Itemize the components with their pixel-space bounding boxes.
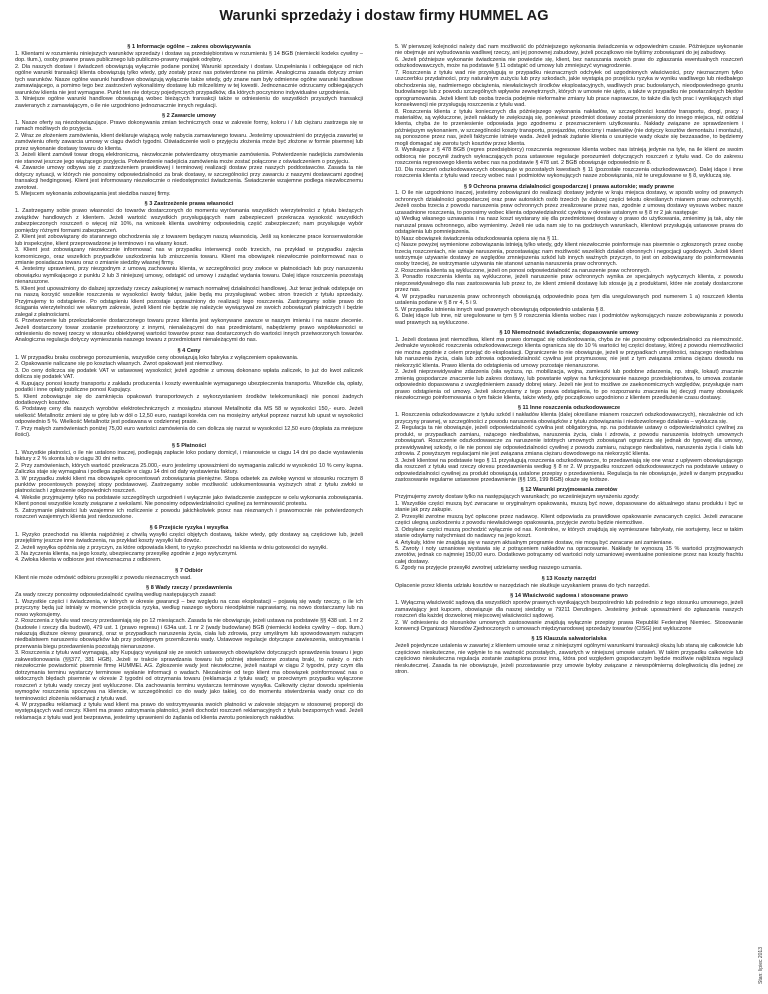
terms-section — [395, 184, 743, 326]
section-heading: § 6 Przejście ryzyka i wysyłka — [149, 524, 229, 531]
section-paragraph: 3. Roszczenia z tytułu wad wymagają, aby Kupujący wywiązał się ze swoich ustawowych obowiązków dotyczących sprawdzenia towaru i jego zakwestionowania (§§377, 381 HGB). Jeżeli w trakcie sprawdzania towaru lub później stwierdzone zostaną braki, to należy o nich niezwłocznie powiadomić pisemnie firmę HUMMEL AG. Zgłoszenie wady jest niezwłoczne, jeżeli nastąpi w ciągu 2 tygodni, przy czym dla dotrzymania terminu wystarczy terminowe wysłanie informacji o wadach. Niezależnie od tego klient ma obowiązek poinformować nas o widocznych błędach pisemnie w okresie 2 tygodni od otrzymania towaru (reklamacja z tytułu wad); w przeciwnym przypadku wyłączone roszczeń z tytułu wady rzeczy jest wykluczone. Dla zachowania terminu wystarcza terminowe wysyłka. Całkowity ciężar dowodu spełnienia wymogów roszczenia spoczywa na kliencie, w szczególności co do wady jako takiej, co do momentu stwierdzenia wady oraz co do terminowości złożenia reklamacji z tytułu wad. — [15, 650, 363, 702]
section-heading: § 14 Właściwość sądowa i stosowane prawo — [510, 593, 628, 600]
section-paragraph: Za wady rzeczy ponosimy odpowiedzialność cywilną według następujących zasad: — [15, 592, 217, 599]
terms-section — [395, 405, 743, 483]
section-heading: § 1 Informacje ogólne – zakres obowiązywania — [127, 44, 251, 50]
section-paragraph: 1. O ile nie uzgodniono inaczej, jesteśmy zobowiązani do realizacji dostawy jedynie w kraju miejsca dostawy, w sposób wolny od prawnych ochronnych działalności gospodarczej oraz praw autorskich osób trzecich (w dalszej części tekstu określanych mianem praw ochronnych). Jeżeli osoba trzecia z powodu naruszenia praw ochronnych przez zrealizowane przez nas, zgodnie z umową dostawy wysuwa wobec nasze uzasadnione roszczenia, to ponosimy wobec klienta odpowiedzialność cywilną w okresie ustalonym w § 8 nr 2 jak następuje: — [395, 190, 743, 216]
section-paragraph: 4. Wekslie przyjmujemy tylko na podstawie szczególnych uzgodnień i wyłącznie jako świadczenie zastępcze w celu wykonania zobowiązania. Klient ponosi wszystkie koszty związane z wekslami. Nie ponosimy odpowiedzialności cywilnej za terminowość protestu. — [15, 494, 363, 508]
terms-section — [15, 525, 363, 564]
section-paragraph: c) Nasze powyżej wymienione zobowiązania istnieją tylko wtedy, gdy klient niezwłocznie poinformuje nas pisemnie o zgłoszonych przez osobę trzecią roszczeniach, nie uznaje naruszenia, pozostawiając nam możliwość wszelkich działań obronnych i negocjacji ugodowych. Jeżeli klient wstrzymuje używanie dostawy ze względów zmniejszenia szkód lub innych ważnych przyczyn, to jest on zobowiązany do poinformowania osoby trzeciej, że wstrzymanie używania nie stanowi uznania naruszenia praw ochronnych. — [395, 242, 743, 268]
section-paragraph: 7. Roszczenia z tytułu wad nie przysługują w przypadku nieznacznych odchyłek od uzgodnionych właściwości, przy nieznacznym tylko uszczerbku przydatności, przy naturalnym zużyciu lub przy szkodach, jakie wystąpią po przejściu ryzyka w wyniku wadliwego lub niedbałego obchodzenia się, nadmiernego obciążenia, niewłaściwych środków eksploatacyjnych, wadliwych prac budowlanych, nieodpowiednego gruntu budowlanego lub z powodu szczególnych wpływów zewnętrznych, których w umowie nie ujęto, a także w przypadku nie powtarzalnych błędów oprogramowania. Jeżeli klient lub osoba trzecia podejmie nieformalne zmiany lub prace naprawcze, to także dla tych prac i wynikających stąd konsekwencji nie przysługują roszczenia z tytułu wad. — [395, 69, 743, 109]
terms-section — [395, 330, 743, 401]
section-heading: § 13 Koszty narzędzi — [541, 575, 597, 582]
section-paragraph: 4. Zwłoka klienta w odbiorze jest równoznaczna z odbiorem. — [15, 557, 162, 564]
terms-section — [15, 568, 363, 581]
section-paragraph: 2. W odniesieniu do stosunków umownych zastosowanie znajdują wyłącznie przepisy prawa Republiki Federalnej Niemiec. Stosowanie konwencji Organizacji Narodów Zjednoczonych o umowach międzynarodowej sprzedaży towarów (CISG) jest wykluczone — [395, 619, 743, 632]
terms-column-right — [395, 44, 743, 982]
section-paragraph: 9. Wynikające z § 478 BGB (regres przedsiębiorcy) roszczenia regresowe klienta wobec nas istnieją jedynie na tyle, na ile klient ze swoim odbiorcą nie poczynił żadnych wykraczających poza ustawowe regulacje porozumień dotyczących roszczeń z tytułu wad. Co do zakresu roszczenia regresowego klienta wobec nas na podstawie § 478 ust. 2 BGB obowiązuje odpowiednio nr 8. — [395, 147, 743, 167]
section-paragraph: 1. Wyłączną właściwość sądową dla wszystkich sporów prawnych wynikających bezpośrednio lub pośrednio z tego stosunku umownego, jeżeli zamawiający jest kupcem, obowiązuje dla naszej siedziby w 79211 Denzlingen. Jesteśmy jednak upoważnieni do zgłaszania naszych roszczeń dla każdej dozwolonej miejscowej właściwości sądowej. — [395, 600, 743, 620]
section-paragraph: 4. Kupujący ponosi koszty transportu z zakładu producenta i koszty ewentualnie wymaganego ubezpieczenia transportu. Wszelkie cła, opłaty, podatki i inne opłaty publiczne ponosi Kupujący. — [15, 380, 363, 394]
section-paragraph: 3. Ponadto roszczenia klienta są wykluczone, jeżeli naruszenie praw ochronnych wynika ze specjalnych wytycznych klienta, z powodu nieprzewidywalnego dla nas zastosowania lub przez to, że klient zmienił dostawę lub stosuje ją z produktami, które nie zostały dostarczone przez nas. — [395, 274, 743, 294]
section-paragraph: 3. Jeżeli klientowi na podstawie tego § 11 przysługują roszczenia odszkodowawcze, to przedawniają się one wraz z upływem obowiązującego dla roszczeń z tytułu wad rzeczy okresu przedawnienia według § 8 nr 2. W przypadku roszczeń odszkodowawczych na podstawie ustawy o odpowiedzialności cywilnej za produkt obowiązują ustalone przepisy o przedawnieniu. Regulacja ta nie obowiązuje, jeżeli w danym przypadku zastosowanie regularne ustawowe przedawnienie (§§ 195, 199 BGB) okaże się krótsze. — [395, 457, 743, 483]
terms-section — [15, 44, 363, 109]
section-paragraph: 4. W przypadku naruszenia praw ochronnych obowiązują odpowiednio poza tym dla uregulowanych pod numerem 1 a) roszczeń klienta ustalenia podane w § 8 nr 4, 5 i 9. — [395, 293, 743, 307]
section-paragraph: Opłacenie przez klienta udziału kosztów w narzędziach nie skutkuje uzyskaniem prawa do tych narzędzi. — [395, 582, 650, 589]
terms-section — [15, 443, 363, 521]
terms-section — [395, 636, 743, 675]
section-paragraph: 3. Niniejsze ogólne warunki handlowe obowiązują wobec bieżących transakcji także w odniesieniu do wszystkich przyszłych transakcji zawieranych z zamawiającym, o ile nie uzgodniono jednoznacznie innych regulacji. — [15, 96, 363, 109]
section-paragraph: 4. Jesteśmy uprawnieni, przy niezgodnym z umową zachowaniu klienta, w szczególności przy zwłoce w płatnościach lub przy naruszeniu obowiązku wymikającego z punktu 2 lub 3 niniejszej umowy, odstąpić od umowy i zażądać wydania towaru. Dalej idące roszczenia pozostają nienaruszone. — [15, 266, 363, 286]
section-paragraph: 6. Przetworzenie lub przekształcenie dostarczonego towaru przez klienta jest wykonywane zawsze w naszym imieniu i na nasze zlecenie. Jeżeli dostarczony towar zostanie przetworzony z innymi, nienależącymi do nas przedmiotami, nabędziemy prawo współwłasności w odniesieniu do nowej rzeczy w stosunku obiektywnej wartości towarów przez nas dostarczonych do wartości innych przetworzonych towarów. Analogiczna regulacja dotyczy wymieszania naszego towaru z przedmiotami nienależącymi do nas. — [15, 318, 363, 344]
section-paragraph: 4. W przypadku reklamacji z tytułu wad klient ma prawo do wstrzymywania swoich płatności w zakresie stojącym w stosownej proporcji do występujących wad rzeczy. Klient ma prawo zatrzymania płatności, jeżeli dochodzi roszczeń reklamacyjnych z tytułu bezspornych wad. Jeżeli reklamacja z tytułu wad jest bezprawna, jesteśmy uprawnieni do żądania od klienta zwrotu poniesionych nakładów. — [15, 701, 363, 721]
section-paragraph: 3. Do ceny doliczca się podatek VAT w ustawowej wysokości; jeżeli zgodnie z umową dokonano wpłata zaliczek, to już do kwot zaliczek dolicza się podatek VAT. — [15, 367, 363, 381]
document-title: Warunki sprzedaży i dostaw firmy HUMMEL AG — [219, 8, 549, 24]
section-paragraph: 6. Podstawę ceny dla naszych wyrobów elektrotechnicznych z mosiądzu stanowi Metallnotiz dla MS 58 w wysokości 150,- euro. Jeżeli wielkość Metallnotiz zmieni się w górę lub w dół o 12,50 euro, nastąpi korekta cen na mosiężny artykuł poprzez narzut lub upust w wysokości odpowiednio 5 %. Wielkość Metallnotiz jest podawana w codziennej prasie. — [15, 406, 363, 426]
section-paragraph: b) Nasz obowiązek świadczenia odszkodowania opiera się na § 11. — [395, 235, 559, 242]
section-paragraph: Jeżeli pojedyncze ustalenia w zawartej z klientem umowie wraz z niniejszymi ogólnymi warunkami transakcji okażą lub staną się całkowicie lub częściowo nieskuteczne, nie wpłynie to na ważność pozostałych, zawartych w niniejszej umowie ustaleń. W takim przypadku całkowicie lub częściowo nieskuteczna regulacja zostanie zastąpiona przez inną, która pod względem gospodarczym będzie możliwie najbliższa regulacji nieskutecznej. Zasada ta nie obowiązuje, jeżeli pozostawanie przy umowie byłoby związane z niewspółmierną dolegliwością dla jednej ze stron. — [395, 643, 743, 676]
section-paragraph: 1. Wszystkie płatności, o ile nie ustalono inaczej, podlegają zapłacie loko podany domicyl, i mianowicie w ciągu 14 dni po dacie wystawienia faktury z 2 % skonta lub w ciągu 30 dni netto. — [15, 449, 363, 463]
terms-section — [15, 348, 363, 439]
section-heading: § 15 Klauzula salwatoriaIska — [531, 636, 607, 643]
section-paragraph: 5. W przypadku istnienia innych wad prawnych obowiązują odpowiednio ustalenia § 8. — [395, 306, 605, 313]
section-paragraph: 5. Zwroty i noty uznaniowe wystawia się z potrąceniem nakładów na opracowanie. Nakłady te wynoszą 15 % wartości przyjmowanych zwrotów, jednak co najmniej 150,00 euro. Dodatkowo potrącamy od wartości noty uznaniowej ewentualne poniesione przez nas koszty frachtu całej dostawy. — [395, 545, 743, 565]
section-paragraph: 8. Roszczenia klienta z tytułu koniecznych dla późniejszego wykonania nakładów, w szczególności kosztów transportu, drogi, pracy i materiałów, są wykluczone, jeżeli nakłady te zwiększają się, ponieważ przedmiot dostawy został przeniesiony do innego miejsca, niż oddział klienta, chyba że to przeniesienie odpowiada jego zgodnemu z przeznaczeniem użytkowaniu. Nakłady związane ze sprawdzeniem i późniejszym wykonaniem, w szczególności koszty transportu, przejazdów, robocizny i materiałów (nie dotyczy kosztów demontażu i montażu), są ponoszone przez nas, jeżeli faktycznie istnieje wada. Jeżeli jednak żądanie klienta o usunięcie wady okaże się bezzasadne, to będziemy mogli domagać się zwrotu tych kosztów przez klienta. — [395, 108, 743, 147]
section-paragraph: 6. Dalej idące lub inne, niż uregulowane w tym § 9 roszczenia klienta wobec nas i podmiotów wykonujących nasze zobowiązania z powodu wad prawnych są wykluczone. — [395, 313, 743, 326]
terms-section — [15, 585, 363, 721]
section-paragraph: Klient nie może odmówić odbioru przesyłki z powodu nieznacznych wad. — [15, 574, 192, 581]
section-paragraph: 1. Wszystkie części i świadczenia, w których w okresie gwarancji – bez względu na czas eksploatacji – pojawią się wady rzeczy, o ile ich przyczyny będą już istniały w momencie przejścia ryzyka, według naszego wyboru nieodpłatnie naprawiamy, na nowo dostarczamy lub na nowo wykonujemy. — [15, 598, 363, 618]
section-paragraph: 2. Dla naszych dostaw i świadczeń obowiązują wyłącznie podane poniżej Warunki sprzedaży i dostaw. Uzupełniania i odbiegające od nich ogólne warunki transakcji klienta obowiązują tylko wtedy, gdy zostały przez nas potwierdzone na piśmie. Analogiczna zasada dotyczy zmian tych warunków. Nasze ogólne warunki handlowe obowiązują wyłącznie także wtedy, gdy znane nam były odmienne ogólne warunki handlowe zamawiającego, a pomimo tego bez zastrzeżeń wykonaliśmy dostawę lub milczeliśmy w tej kwestii. Jednoznacznie odrzucamy odbiegających warunków klienta nie jest wymagane. Punkt ten nie dotyczy pojedynczych przypadków, dla których poczyniono indywidualne uzgodnienia. — [15, 63, 363, 96]
section-paragraph: Przyjmujemy zwroty dostaw tylko na następujących warunkach; po wcześniejszym wyrażeniu zgody: — [395, 494, 640, 501]
section-paragraph: 5. Klient zobowiązuje się do zamknięcia opakowań transportowych z wykorzystaniem środków telekomunikacji nie ponosi żadnych dodatkowych kosztów. — [15, 393, 363, 407]
section-paragraph: 1. Zastrzegamy sobie prawo własności do towarów dostarczonych do momentu wyrównania wszystkich wierzytelności z tytułu bieżących zwiążków handlowych z klientem. Jeżeli wartość wszystkich przysługujących nam zabezpieczeń przekracza wysokość wszystkich zabezpieczonych roszczeń o więcej niż 10%, na wniosek klienta uwolnimy odpowiednią część zabezpieczeń; nam przysługuje wybór pomiędzy różnymi formami zabezpieczeń. — [15, 208, 363, 234]
section-heading: § 7 Odbiór — [175, 567, 203, 574]
version-date-note: Stan: lipiec 2013 — [758, 947, 764, 984]
section-heading: § 9 Ochrona prawna działalności gospodarczej i prawa autorskie; wady prawne — [463, 183, 675, 190]
section-heading: § 11 Inne roszczenia odszkodowawcze — [517, 405, 621, 412]
section-paragraph: 3. Odsyłane części muszą pochodzić wyłącznie od nas. Kontrolne, w których znajdują się wymieszane fabrykaty, nie sortujemy, lecz w takim stanie odsyłamy natychmiast do nadawcy na jego koszt. — [395, 526, 743, 540]
section-paragraph: a) Według własnego uznawania i na nasz koszt wystarany się dla przedmiotowej dostawy o prawo do użytkowania, zmienimy ją tak, aby nie naruszał prawa ochronnego, albo wymienimy. Jeżeli nie uda nam się to na godziwych warunkach, klientowi przysługują ustawowe prawa do odstąpienia lub pomniejszenia. — [395, 216, 743, 236]
section-paragraph: 7. Przy małych zamówieniach poniżej 75,00 euro wartości zamówienia do cen dolicza się narzut w wysokości 12,50 euro (dopłata za mniejsze ilości). — [15, 425, 363, 439]
section-paragraph: 3. Jeżeli klient zamówił towar drogą elektroniczną, niezwłocznie potwierdzamy otrzymanie zamówienia. Potwierdzenie nadejścia zamówienia nie stanowi jeszcze jego wiążącego przyjęcia. Potwierdzenie nadejścia zamówienia może zostać połączone z oświadczeniem o przyjęciu. — [15, 152, 363, 165]
section-paragraph: 2. Przy zamówieniach, których wartość przekracza 25.000,- euro jesteśmy upoważnieni do wymagania zaliczki w wysokości 10 % ceny kupna. Zaliczka staje się wymagalna i podlega zapłacie w ciągu 14 dni od daty wystawienia faktury. — [15, 462, 363, 476]
section-paragraph: 1. Roszczenia odszkodowawcze z tytułu szkód i nakładów klienta (dalej określane mianem roszczeń odszkodowawczych), niezależnie od ich przyczyny prawnej, w szczególności z powodu naruszenia obowiązków z tytułu zobowiązania i niedozwolonego działania – wyklucza się. — [395, 412, 743, 425]
section-heading: § 4 Ceny — [177, 347, 201, 354]
terms-section — [15, 201, 363, 343]
section-heading: § 10 Niemożność świadczenia; dopasowanie umowy — [499, 329, 639, 336]
section-paragraph: 1. W przypadku braku osobnego porozumienia, wszystkie ceny obowiązują loko fabryka z wyłączeniem opakowania. — [15, 354, 299, 361]
section-paragraph: 4. Zawarcie umowy odbywa się z zastrzeżeniem prawidłowej i terminowej realizacji dostaw przez naszych poddostawców. Zasada ta nie dotyczy sytuacji, w których nie ponosimy odpowiedzialności za brak dostawy, w szczególności przy zawarciu z naszymi dostawcami zgodnej transakcji hedgingowej. Klient jest informowany niezwłocznie o niedostępności świadczenia. Świadczenie wzajemne podlega niezwłocznemu zwrotowi. — [15, 165, 363, 191]
terms-section — [15, 113, 363, 197]
section-paragraph: 2. Jeżeli nieprzewidywalne zdarzenia (siła wyższa, np. mobilizacja, wojna, zamieszki lub podobne zdarzenia, np. strajk, lokaut) znacznie zmienią gospodarcze znaczenie lub zakres dostawy, lub powstanie wpływ na funkcjonowanie naszego przedsiębiorstwa, to umowa zostanie odpowiednio dopasowana z uwzględnieniem zasady dobrej wiary. Jeżeli nie jest to możliwe ze zaekonomicznych względów, przysługuje nam prawo odstąpienia od umowy. Jeżeli skorzystamy z tego prawa odstąpienia, to po rozpoznaniu znaczenia tej decyzji mamy obowiązek niezwłocznego poinformowania o tym fakcie klienta, także wtedy, gdy początkowo uzgodniono z klientem przedłużenie czasu dostawy. — [395, 369, 743, 402]
section-heading: § 3 Zastrzeżenie prawa własności — [144, 201, 234, 208]
section-paragraph: 5. Zatrzymanie płatności lub wzajemne ich rozliczenie z powodu jakichkolwiek przez nas nieznanych i prawomocnie nie potwierdzonych roszczeń wzajemnych klienta jest niedozwolone. — [15, 507, 363, 521]
section-paragraph: 3. Klient jest zobowiązany niezwłocznie informować nas w przypadku interwencji osób trzecich, na przykład w przypadku zajęcia komorniczego, oraz wszelkich przypadków uszkodzenia lub zniszczenia towaru. Klient ma obowiązek niezwłocznie poinformować nas o zmianie posiadacza towaru oraz o zmianie siedziby własnej firmy. — [15, 247, 363, 266]
section-paragraph: 3. W przypadku zwłoki klient ma obowiązek oprocentowań zobowiązania pieniężne. Stopa odsetek za zwłokę wynosi w stosunku rocznym 8 punktów procentowych powyżej stopy podstawowej. Zastrzegamy sobie możliwość udokumentowania wyższych strat z tytułu zwłoki w płatnościach i zgłoszenie odpowiednich roszczeń. — [15, 475, 363, 495]
section-paragraph: 2. Roszczenia klienta są wykluczone, jeżeli on ponosi odpowiedzialność za naruszenie praw ochronnych. — [395, 267, 651, 274]
section-paragraph: 2. Jeżeli wysyłka opóźnia się z przyczyn, za które odpowiada klient, to ryzyko przechodzi na klienta w dniu gotowości do wysyłki. — [15, 544, 328, 551]
section-paragraph: 1. Klientami w rozumieniu niniejszych warunków sprzedaży i dostaw są przedsiębiorstwa w rozumieniu § 14 BGB (niemiecki kodeks cywilny – dop. tłum.), osoby prawne prawa publicznego lub publiczno-prawny majątek odrębny. — [15, 50, 363, 64]
section-heading: § 2 Zawarcie umowy — [161, 113, 217, 120]
section-paragraph: 2. Roszczenia z tytułu wad rzeczy przedawniają się po 12 miesiącach. Zasada ta nie obowiązuje, jeżeli ustawa na podstawie §§ 438 ust. 1 nr 2 (budowle i rzeczy dla budowli), 479 ust. 1 (prawo regresu) i 634a ust. 1 nr 2 (wady budowlane) BGB (niemiecki kodeks cywilny – dop. tłum.) nakazują dłuższe okresy gwarancji, oraz w przypadkach naruszenia życia, ciała lub zdrowia, przy umyślnym lub spowodowanym rażącym niedbalstwem naruszeniu obowiązków lub przy podstępnym przemilczeniu wady. Ustawowe regulacje dotyczące zawieszenia, wstrzymania i przerwania biegu przedawnienia pozostają nienaruszone. — [15, 618, 363, 650]
section-paragraph: 2. Klient jest zobowiązany do starannego obchodzenia się z towarem będącym naszą własnością. Jeśli są konieczne prace konserwatorskie lub inspekcyjne, klient przeprowadzone je terminowo i na własny koszt. — [15, 234, 363, 247]
section-paragraph: 4. Artykuły, które nie znajdują się w naszym aktualnym programie dostaw, nie mogą być zwracane ani zamieniane. — [395, 539, 674, 546]
terms-column-left — [15, 44, 363, 982]
section-paragraph: 2. Przesyłki zwrotne muszą być opłacone przez nadawcę. Klient odpowiada za prawidłowe opakowanie zwracanych części. Jeżeli zwracane części ulegną uszkodzeniu z powodu niewłaściwego opakowania, przyjęcie zwrotu będzie niemożliwe. — [395, 513, 743, 527]
section-paragraph: 1. Nasze oferty są niezobowiązujące. Prawo dokonywania zmian technicznych oraz w zakresie formy, koloru i / lub ciężaru zastrzega się w ramach możliwych do przyjęcia. — [15, 119, 363, 133]
section-paragraph: 1. Wszystkie części muszą być zwracane w oryginalnym opakowaniu, muszą być nowe, dopasowane do aktualnego stanu produktu i być w stanie jak przy zakupie. — [395, 500, 743, 514]
section-paragraph: 5. Miejscem wykonania zobowiązania jest siedziba naszej firmy. — [15, 190, 171, 197]
section-heading: § 12 Warunki przyjmowania zwrotów — [520, 487, 618, 494]
section-heading: § 8 Wady rzeczy / przedawnienia — [146, 585, 232, 592]
section-heading: § 5 Płatności — [171, 442, 207, 449]
section-paragraph: 2. Wraz ze złożeniem zamówienia, klient deklaruje wiążącą wolę nabycia zamawianego towaru. Jesteśmy upoważnieni do przyjęcia zawartej w zamówieniu oferty zawarcia umowy w ciągu dwóch tygodni. Oświadczenie woli o przyjęciu złożenia może być złożone w formie pisemnej lub przez wykonanie dostawy towaru do klienta. — [15, 132, 363, 152]
section-paragraph: 1. Jeżeli dostawa jest niemożliwa, klient ma prawo domagać się odszkodowania, chyba że nie ponosimy odpowiedzialności za niemożność. Jednakże wysokość roszczenia odszkodowawczego klienta ogranicza się do 10 % wartości tej części dostawy, której z powodu niemożliwości nie można zgodnie z celem przejąć do eksploatacji. Ograniczenie to nie obowiązuje, jeżeli w przypadkach umyślności, rażącego niedbalstwa lub naruszenia życia, ciała lub zdrowia odpowiedzialność cywilna jest przymusowa; nie jest z tym związana zmiana ciężaru dowodu na niekorzyść klienta. Prawo klienta do odstąpienia od umowy pozostaje nienaruszone. — [395, 336, 743, 369]
terms-section — [395, 44, 743, 180]
section-paragraph: 5. W pierwszej kolejności należy dać nam możliwość do późniejszego wykonania świadczenia w odpowiednim czasie. Późniejsze wykonanie nie obejmuje ani wybudowania wadliwej rzeczy, ani jej ponownej zabudowy, jeżeli początkowo nie byliśmy zobowiązani do jej zabudowy. — [395, 44, 743, 57]
section-paragraph: 6. Jeżeli późniejsze wykonanie świadczenia nie powiedzie się, klient, bez naruszania swoich praw do zgłaszania ewentualnych roszczeń odszkodowawczych, może na podstawie § 11 odstąpić od umowy lub zmniejszyć wynagrodzenie. — [395, 56, 743, 70]
section-paragraph: 6. Zgody na przyjęcie przesyłki zwrotnej udzielamy według naszego uznania. — [395, 565, 583, 572]
section-paragraph: 2. Regulacja ta nie obowiązuje, jeżeli odpowiedzialność cywilna jest obligatoryjna, np. na podstawie ustawy o odpowiedzialności cywilnej za produkt, w przypadkach zamiaru, rażącego niedbalstwa, naruszenia życia, ciała i zdrowia, z powodu naruszenia istotnych umownych zobowiązań. Roszczenie odszkodowawcze za naruszenie istotnych umownych zobowiązań ogranicza się jednak do typowej dla umowy, przewidywalnej szkody, o ile nie ponosi się odpowiedzialności cywilnej z powodu zamiaru, rażącego niedbalstwa, naruszenia życia i ciała lub zdrowia. Z powyższym regulacjami nie jest związana zmiana ciężaru dowodowego na niekorzyść klienta. — [395, 425, 743, 458]
terms-section — [395, 487, 743, 571]
section-paragraph: 5. Klient jest upoważniony do dalszej sprzedaży rzeczy zakupionej w ramach normalnej działalności handlowej. Już teraz jednak odstępuje on na naszą korzyść wszelkie roszczenia w wysokości kwoty faktur, jakie będą mu przysługiwać wobec stron trzecich z tytułu sprzedaży. Przyjmujemy to odstąpienie. Po odstąpieniu klient pozostaje upoważniony do realizacji tego roszczenia. Zastrzegamy sobie prawo do ściągania wierzytelności we własnym zakresie, jeżeli klient nie będzie się należycie wywiązywał ze swoich zobowiązań płatniczych i będzie zalegał z płatnościami. — [15, 285, 363, 318]
section-paragraph: 10. Dla roszczeń odszkodowawczych obowiązuje w pozostałych kwestiach § 11 (pozostałe roszczenia odszkodowawcze). Dalej idące i inne roszczenia klienta z tytułu wad rzeczy wobec nas i podmiotów wykonujących nasze zobowiązania, niż te uregulowane w § 8, wykluczą się. — [395, 166, 743, 180]
section-paragraph: 2. Opakowanie naliczane się po kosztach własnych. Zwrot opakowań jest niemożliwy. — [15, 361, 224, 368]
section-paragraph: 3. Na życzenia klienta, na jego koszty, ubezpieczamy przesyłkę zgodnie z jego wytycznymi. — [15, 550, 238, 557]
terms-section — [395, 576, 743, 589]
terms-section — [395, 593, 743, 632]
section-paragraph: 1. Ryzyko przechodzi na klienta najpóźniej z chwilą wysyłki części objętych dostawą, także wtedy, gdy dostawy są częściowe lub, jeżeli przejęliśmy jeszcze inne świadczenia, na przykład koszty wysyłki lub dowóz. — [15, 531, 363, 545]
